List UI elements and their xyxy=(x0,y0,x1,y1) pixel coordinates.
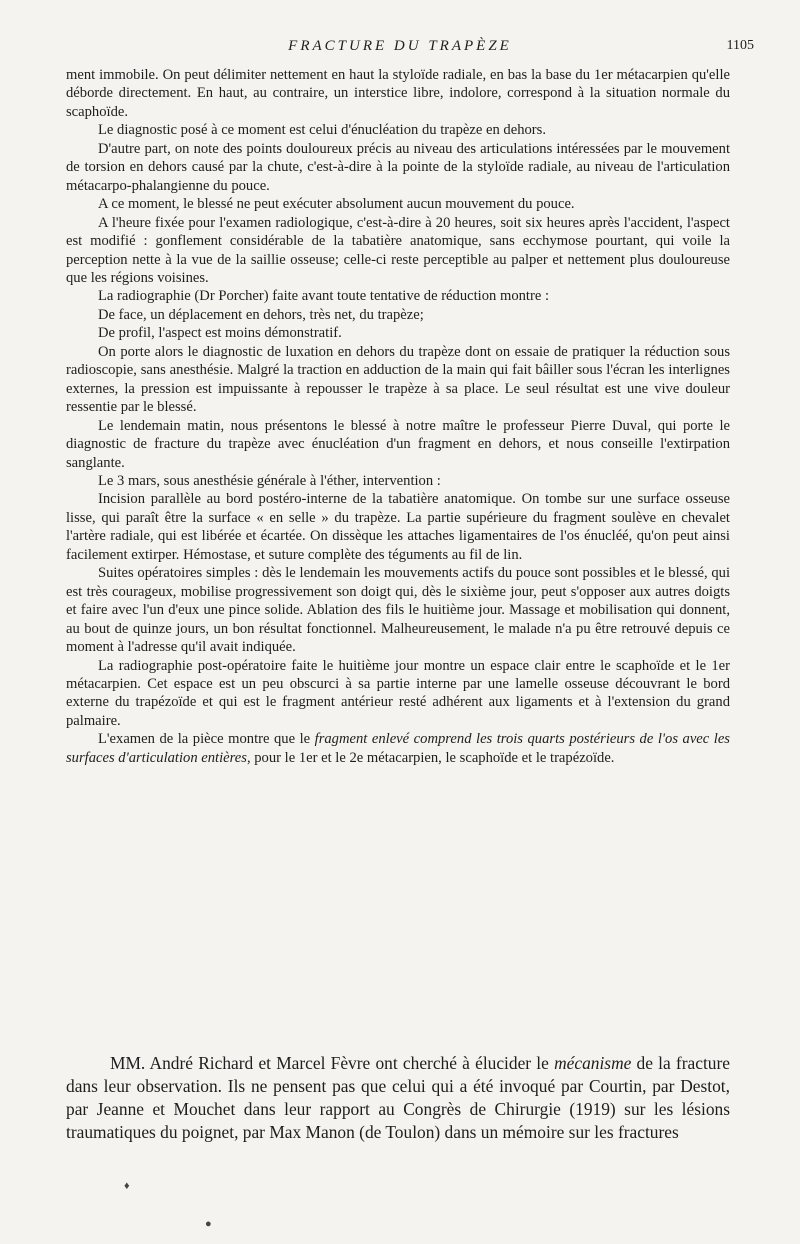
running-header xyxy=(0,36,800,58)
paragraph: Incision parallèle au bord postéro-interne de la tabatière anatomique. On tombe sur une surface osseuse lisse, qui paraît être la surface « en selle » du trapèze. La partie supérieure du fragment soulève en chevalet l'artère radiale, qui est libérée et écartée. On dissèque les attaches ligamentaires de l'os énucléé, qu'on peut ainsi facilement extirper. Hémostase, et suture complète des téguments au fil de lin. xyxy=(66,491,730,563)
paragraph xyxy=(66,730,730,767)
paragraph: D'autre part, on note des points douloureux précis au niveau des articulations intéressées par le mouvement de torsion en dehors causé par la chute, c'est-à-dire à la pointe de la styloïde radiale, au niveau de l'articulation métacarpo-phalangienne du pouce. xyxy=(66,140,730,194)
paragraph: La radiographie post-opératoire faite le huitième jour montre un espace clair entre le scaphoïde et le 1er métacarpien. Cet espace est un peu obscurci à sa partie interne par une lamelle osseuse découvrant le bord externe du trapézoïde et qui est le fragment antérieur resté adhérent aux ligaments et à l'extension du grand palmaire. xyxy=(66,657,730,729)
paragraph: A l'heure fixée pour l'examen radiologique, c'est-à-dire à 20 heures, soit six heures après l'accident, l'aspect est modifié : gonflement considérable de la tabatière anatomique, sans ecchymose pourtant, qui voile la perception nette à la vue de la saillie osseuse; celle-ci reste perceptible au palper et nettement plus douloureuse que les régions voisines. xyxy=(66,214,730,286)
paragraph: Le 3 mars, sous anesthésie générale à l'éther, intervention : xyxy=(98,472,441,489)
case-report-text xyxy=(66,66,730,767)
paragraph xyxy=(66,1052,730,1144)
paragraph: ment immobile. On peut délimiter nettement en haut la styloïde radiale, en bas la base du 1er métacarpien qu'elle déborde directement. En haut, au contraire, un interstice libre, indolore, correspond à la situation normale du scaphoïde. xyxy=(66,67,730,120)
paragraph: Suites opératoires simples : dès le lendemain les mouvements actifs du pouce sont possibles et le blessé, qui est très courageux, mobilise progressivement son doigt qui, dès le sixième jour, peut s'opposer aux autres doigts et faire avec l'un d'eux une pince solide. Ablation des fils le huitième jour. Massage et mobilisation qui donnent, au bout de quinze jours, un bon résultat fonctionnel. Malheureusement, le malade n'a pu être retrouvé depuis ce moment à l'adresse qu'il avait indiquée. xyxy=(66,565,730,656)
text-run: de la fracture dans leur observation. Ils ne pensent pas que celui qui a été invoqué par Courtin, par Destot, par Jeanne et Mouchet dans leur rapport au Congrès de Chirurgie (1919) sur les lésions traumatiques du poignet, par Max Manon (de Toulon) dans un mémoire sur les fractures xyxy=(66,1053,730,1142)
italic-text-run: fragment enlevé comprend les trois quarts postérieurs de l'os avec les surfaces d'articulation entières xyxy=(66,731,730,766)
print-mark-icon: ♦ xyxy=(124,1180,130,1192)
running-title: FRACTURE DU TRAPÈZE xyxy=(288,38,512,54)
italic-text-run: mécanisme xyxy=(554,1053,632,1073)
paragraph: De face, un déplacement en dehors, très net, du trapèze; xyxy=(98,306,424,323)
text-run: L'examen de la pièce montre que le xyxy=(98,731,315,748)
print-dot-icon: ● xyxy=(205,1218,212,1230)
paragraph: Le lendemain matin, nous présentons le blessé à notre maître le professeur Pierre Duval, qui porte le diagnostic de fracture du trapèze avec énucléation d'un fragment en dehors, et nous conseille l'extirpation sanglante. xyxy=(66,417,730,471)
text-run: , pour le 1er et le 2e métacarpien, le scaphoïde et le trapézoïde. xyxy=(246,749,615,766)
paragraph: A ce moment, le blessé ne peut exécuter absolument aucun mouvement du pouce. xyxy=(98,196,575,213)
paragraph: On porte alors le diagnostic de luxation en dehors du trapèze dont on essaie de pratiquer la réduction sous radioscopie, sans anesthésie. Malgré la traction en adduction de la main qui fait bâiller sous l'écran les interlignes externes, la pression est impuissante à repousser le trapèze à sa place. Le seul résultat est une vive douleur ressentie par le blessé. xyxy=(66,343,730,416)
discussion-text xyxy=(66,1052,730,1144)
paragraph: Le diagnostic posé à ce moment est celui d'énucléation du trapèze en dehors. xyxy=(98,122,546,139)
page-number: 1105 xyxy=(726,38,754,53)
text-run: MM. André Richard et Marcel Fèvre ont cherché à élucider le xyxy=(110,1053,555,1073)
paragraph: De profil, l'aspect est moins démonstratif. xyxy=(98,325,342,342)
paragraph: La radiographie (Dr Porcher) faite avant toute tentative de réduction montre : xyxy=(98,288,550,305)
